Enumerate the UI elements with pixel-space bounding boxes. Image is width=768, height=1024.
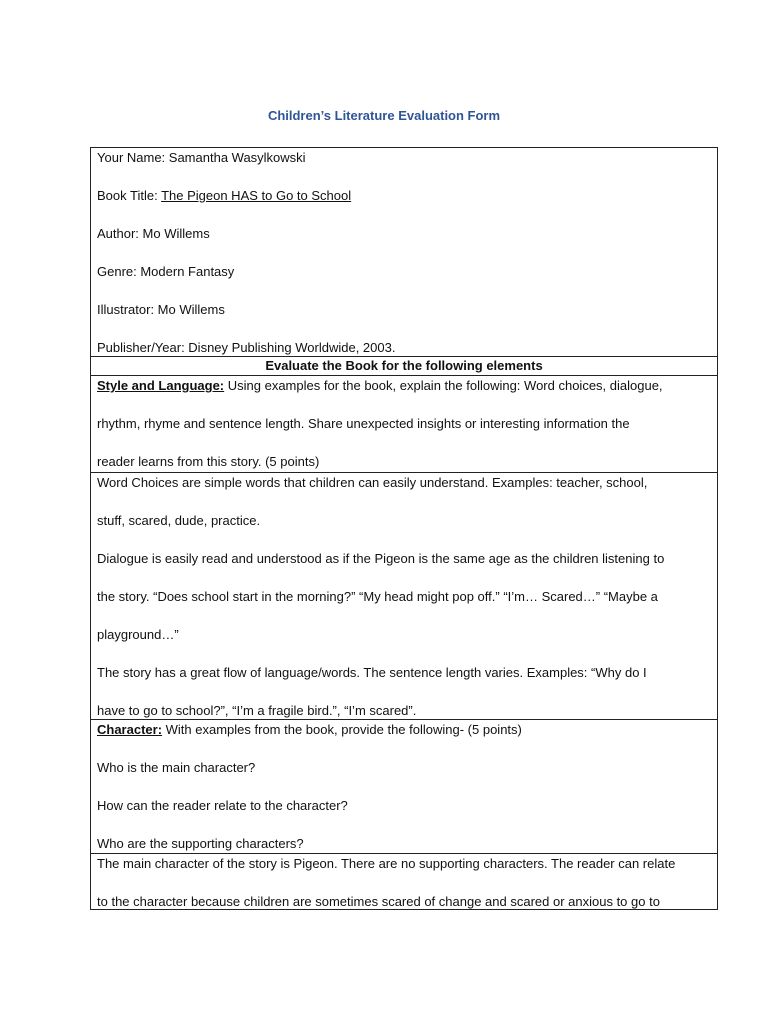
style-prompt-line: reader learns from this story. (5 points) <box>97 454 320 469</box>
style-prompt-line: rhythm, rhyme and sentence length. Share unexpected insights or interesting information the <box>97 416 630 431</box>
character-prompt <box>91 719 717 853</box>
style-answer-line: Word Choices are simple words that children can easily understand. Examples: teacher, school, <box>97 475 648 490</box>
style-language-answer <box>91 472 717 719</box>
evaluation-form <box>90 147 718 910</box>
style-answer-line: playground…” <box>97 627 179 642</box>
character-question: Who is the main character? <box>97 760 256 775</box>
character-question: How can the reader relate to the character? <box>97 798 348 813</box>
style-answer-line: stuff, scared, dude, practice. <box>97 513 261 528</box>
author-line: Author: Mo Willems <box>97 226 210 241</box>
student-info-cell <box>91 148 717 356</box>
character-answer-line: The main character of the story is Pigeon. There are no supporting characters. The reader can relate <box>97 856 676 871</box>
evaluate-header: Evaluate the Book for the following elements <box>91 356 717 375</box>
style-answer-line: The story has a great flow of language/words. The sentence length varies. Examples: “Why do I <box>97 665 647 680</box>
book-title-label: Book Title: <box>97 188 162 203</box>
book-title-line <box>97 187 711 225</box>
character-intro: With examples from the book, provide the following- (5 points) <box>162 722 522 737</box>
illustrator-line: Illustrator: Mo Willems <box>97 302 225 317</box>
style-prompt-line <box>97 377 711 415</box>
style-prompt-text: Using examples for the book, explain the following: Word choices, dialogue, <box>224 378 663 393</box>
style-language-prompt <box>91 375 717 472</box>
character-answer <box>91 853 717 909</box>
name-label: Your Name: <box>97 150 169 165</box>
book-title-value: The Pigeon HAS to Go to School <box>161 188 352 203</box>
genre-line: Genre: Modern Fantasy <box>97 264 235 279</box>
name-line <box>97 149 711 187</box>
style-answer-line: the story. “Does school start in the morning?” “My head might pop off.” “I’m… Scared…” “Maybe a <box>97 589 658 604</box>
character-question: Who are the supporting characters? <box>97 836 304 851</box>
style-heading: Style and Language: <box>97 378 225 393</box>
style-answer-line: Dialogue is easily read and understood as if the Pigeon is the same age as the children listening to <box>97 551 665 566</box>
form-title: Children’s Literature Evaluation Form <box>267 108 501 123</box>
style-answer-line: have to go to school?”, “I’m a fragile bird.”, “I’m scared”. <box>97 703 417 718</box>
character-answer-line: to the character because children are sometimes scared of change and scared or anxious to go to <box>97 894 660 909</box>
character-heading: Character: <box>97 722 163 737</box>
publisher-line: Publisher/Year: Disney Publishing Worldwide, 2003. <box>97 340 396 355</box>
name-value: Samantha Wasylkowski <box>168 150 306 165</box>
character-prompt-line <box>97 721 711 759</box>
